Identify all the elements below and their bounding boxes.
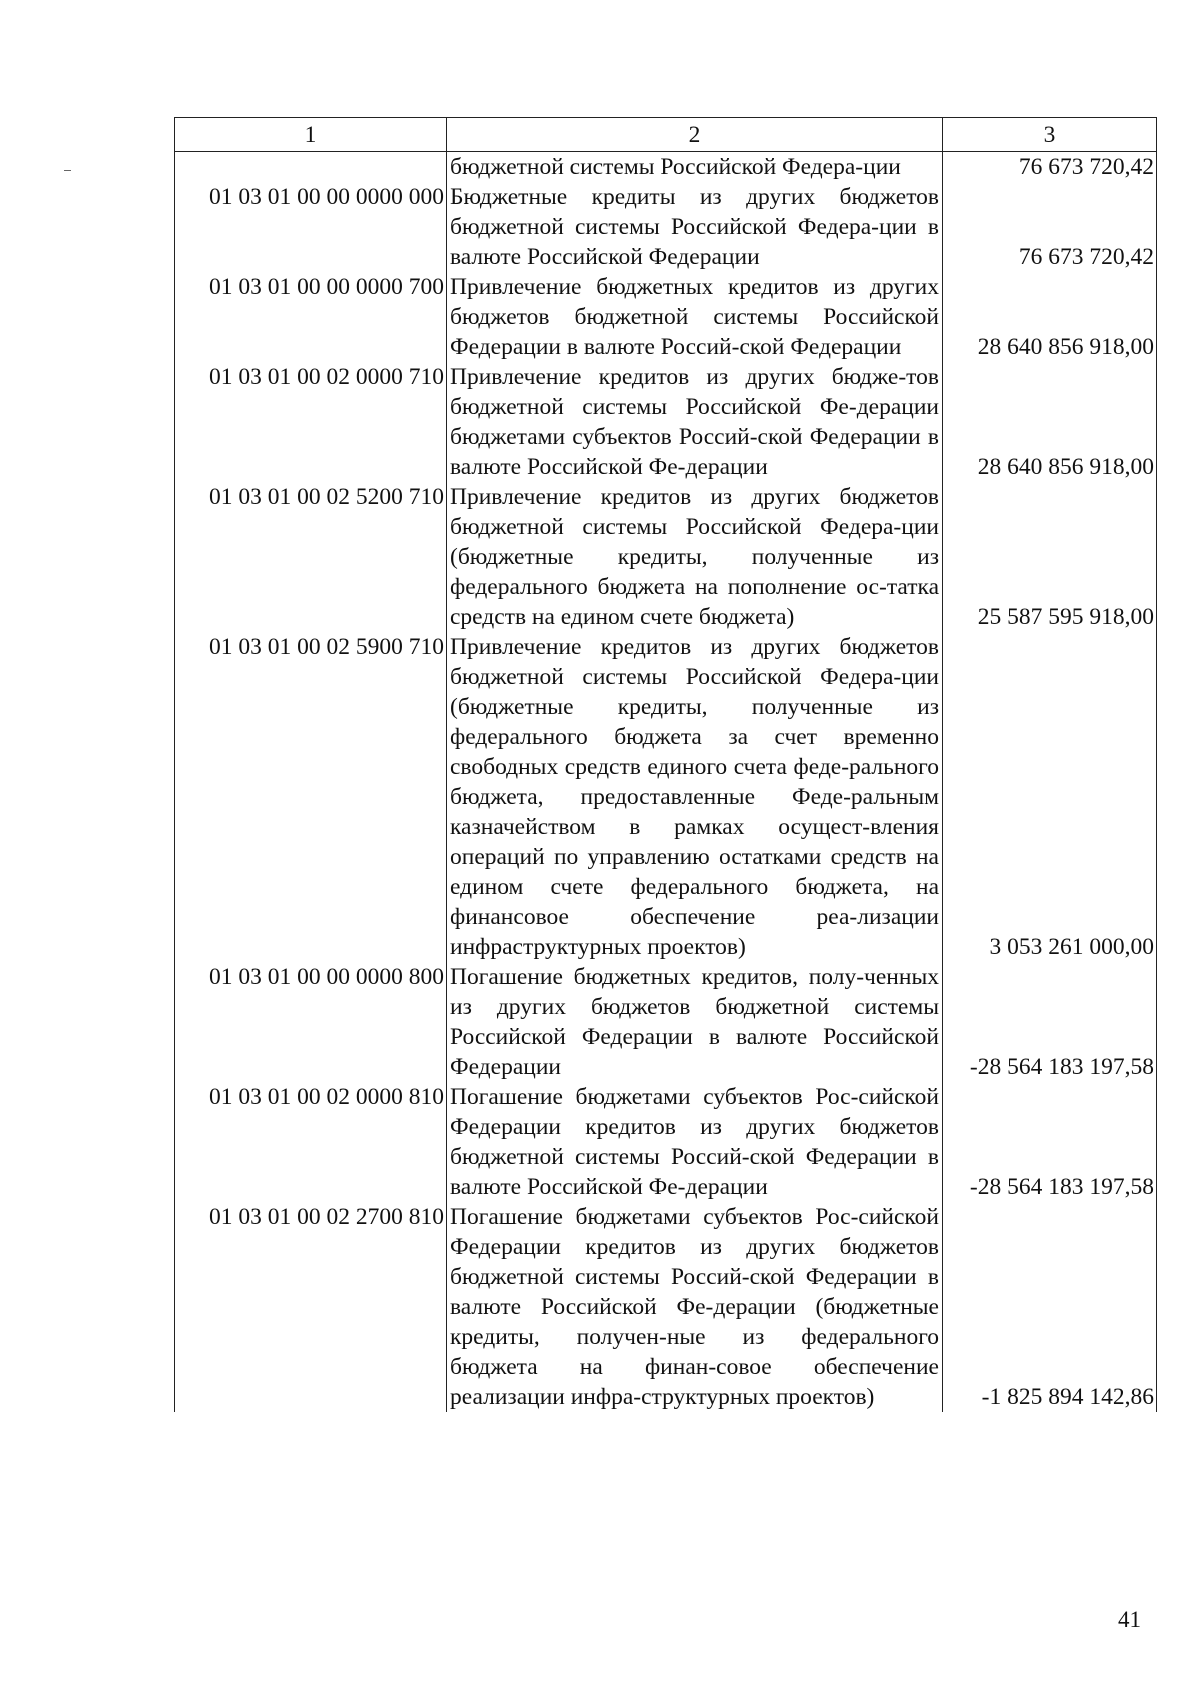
header-col-1: 1 (175, 118, 447, 152)
budget-code (175, 152, 447, 183)
budget-code: 01 03 01 00 02 0000 710 (175, 362, 447, 482)
row-description: Погашение бюджетами субъектов Рос-сийской Федерации кредитов из других бюджетов бюджетной системы Россий-ской Федерации в валюте Российской Фе-дерации (447, 1082, 943, 1202)
table-row (175, 272, 1157, 362)
row-amount: 76 673 720,42 (943, 152, 1157, 183)
table-header-row (175, 118, 1157, 152)
table-row (175, 152, 1157, 183)
budget-code: 01 03 01 00 02 2700 810 (175, 1202, 447, 1412)
row-description: Бюджетные кредиты из других бюджетов бюджетной системы Российской Федера-ции в валюте Российской Федерации (447, 182, 943, 272)
table-row (175, 1082, 1157, 1202)
budget-code: 01 03 01 00 00 0000 000 (175, 182, 447, 272)
row-amount: 3 053 261 000,00 (943, 632, 1157, 962)
row-amount: 28 640 856 918,00 (943, 362, 1157, 482)
scan-mark (64, 170, 71, 171)
row-description: Погашение бюджетных кредитов, полу-ченных из других бюджетов бюджетной системы Российской Федерации в валюте Российской Федерации (447, 962, 943, 1082)
header-col-3: 3 (943, 118, 1157, 152)
table-row (175, 482, 1157, 632)
budget-code: 01 03 01 00 02 5900 710 (175, 632, 447, 962)
row-amount: 28 640 856 918,00 (943, 272, 1157, 362)
row-amount: -28 564 183 197,58 (943, 962, 1157, 1082)
row-amount: -1 825 894 142,86 (943, 1202, 1157, 1412)
table-row (175, 632, 1157, 962)
table-row (175, 182, 1157, 272)
row-amount: 76 673 720,42 (943, 182, 1157, 272)
header-col-2: 2 (447, 118, 943, 152)
row-description: Погашение бюджетами субъектов Рос-сийской Федерации кредитов из других бюджетов бюджетной системы Россий-ской Федерации в валюте Российской Фе-дерации (бюджетные кредиты, получен-ные из федерального бюджета на финан-совое обеспечение реализации инфра-структурных проектов) (447, 1202, 943, 1412)
table-row (175, 362, 1157, 482)
row-description: Привлечение бюджетных кредитов из других бюджетов бюджетной системы Российской Федерации в валюте Россий-ской Федерации (447, 272, 943, 362)
row-description: Привлечение кредитов из других бюдже-тов бюджетной системы Российской Фе-дерации бюджетами субъектов Россий-ской Федерации в валюте Российской Фе-дерации (447, 362, 943, 482)
row-amount: 25 587 595 918,00 (943, 482, 1157, 632)
row-description: Привлечение кредитов из других бюджетов бюджетной системы Российской Федера-ции (бюджетные кредиты, полученные из федерального бюджета на пополнение ос-татка средств на едином счете бюджета) (447, 482, 943, 632)
row-description: Привлечение кредитов из других бюджетов бюджетной системы Российской Федера-ции (бюджетные кредиты, полученные из федерального бюджета за счет временно свободных средств единого счета феде-рального бюджета, предоставленные Феде-ральным казначейством в рамках осущест-вления операций по управлению остатками средств на едином счете федерального бюджета, на финансовое обеспечение реа-лизации инфраструктурных проектов) (447, 632, 943, 962)
table-row (175, 962, 1157, 1082)
budget-code: 01 03 01 00 00 0000 700 (175, 272, 447, 362)
budget-sources-table (174, 117, 1157, 1412)
budget-code: 01 03 01 00 02 5200 710 (175, 482, 447, 632)
row-description: бюджетной системы Российской Федера-ции (447, 152, 943, 183)
page-number: 41 (1118, 1607, 1141, 1632)
table-row (175, 1202, 1157, 1412)
row-amount: -28 564 183 197,58 (943, 1082, 1157, 1202)
budget-code: 01 03 01 00 02 0000 810 (175, 1082, 447, 1202)
budget-code: 01 03 01 00 00 0000 800 (175, 962, 447, 1082)
